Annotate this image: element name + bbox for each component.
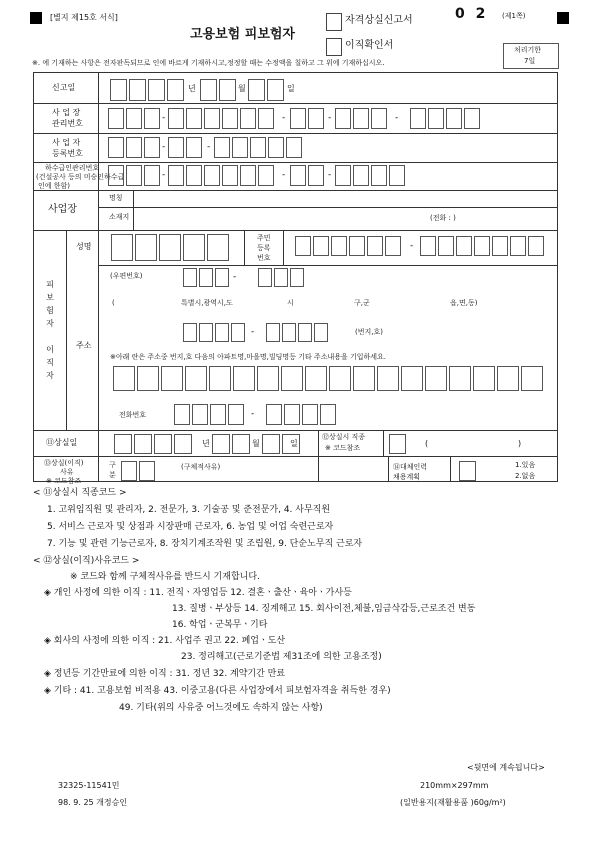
option-checkbox-1[interactable] — [326, 13, 342, 31]
rrn-input-2[interactable] — [420, 236, 544, 256]
tel-input-2[interactable] — [266, 404, 336, 425]
rrn-label-2: 등록 — [257, 244, 271, 252]
reason-code-line: 23. 정리해고(근로기준법 제31조에 의한 고용조정) — [181, 652, 382, 662]
separator: - — [328, 113, 332, 123]
job-code-line: 5. 서비스 근로자 및 상점과 시장판매 근로자, 6. 농업 및 어업 숙련근로자 — [47, 522, 334, 532]
loss-reason-label-2: 사유 — [60, 468, 74, 476]
separator: - — [410, 241, 414, 251]
separator: - — [162, 113, 166, 123]
biz-mgmt-label-2: 관리번호 — [52, 119, 83, 128]
replacement-label: ⑭대체인력 — [393, 463, 428, 471]
deadline-label: 처리기한 — [514, 46, 542, 54]
tel-label: 전화번호 — [119, 411, 147, 419]
sub-mgmt-input-1[interactable] — [108, 165, 160, 186]
biz-mgmt-input-1[interactable] — [108, 108, 160, 129]
workplace-name-label: 명칭 — [109, 194, 123, 202]
separator: - — [251, 409, 255, 419]
divider — [98, 72, 99, 482]
approval-date: 98. 9. 25 개정승인 — [58, 798, 128, 807]
divider — [244, 230, 245, 265]
separator: - — [162, 170, 166, 180]
address-bunji-input-1[interactable] — [183, 323, 245, 342]
reason-detail-label: (구체적사유) — [181, 463, 221, 471]
postcode-input-1[interactable] — [183, 268, 229, 287]
job-code-line: 1. 고위임직원 및 관리자, 2. 전문가, 3. 기술공 및 준전문가, 4. 사무직원 — [47, 505, 331, 515]
month-label: 월 — [238, 84, 246, 93]
divider — [33, 190, 558, 191]
separator: - — [282, 170, 286, 180]
loss-reason-label-3: ※ 코드참조 — [46, 477, 82, 485]
corner-mark-left — [30, 12, 42, 24]
divider — [98, 265, 558, 266]
separator: - — [207, 142, 211, 152]
workplace-address-label: 소재지 — [109, 213, 130, 221]
paren: ) — [518, 439, 522, 448]
workplace-label: 사업장 — [48, 204, 77, 215]
biz-reg-label: 사 업 자 — [52, 138, 81, 147]
rrn-label-3: 번호 — [257, 254, 271, 262]
address-note: ※아래 란은 주소중 번지,호 다음의 아파트명,마을명,빌딩명등 기타 주소내용을 기입하세요. — [110, 353, 386, 361]
divider — [33, 162, 558, 163]
instruction-note: ※. 에 기재하는 사항은 전자판독되므로 인에 바르게 기재하시고,정정할 때는 수정액을 칠하고 그 위에 기재하십시오. — [32, 59, 385, 67]
reason-code-note: ※ 코드와 함께 구체적사유를 반드시 기재합니다. — [70, 572, 260, 582]
loss-job-code-input[interactable] — [389, 434, 406, 454]
separator: - — [162, 142, 166, 152]
divider — [33, 456, 558, 457]
paren: ( — [425, 439, 429, 448]
loss-job-label-2: ※ 코드참조 — [325, 444, 361, 452]
person-name-input[interactable] — [111, 234, 229, 261]
divider — [98, 207, 558, 208]
report-year-input[interactable] — [110, 79, 184, 101]
sub-mgmt-label: 하수급인관리번호 — [45, 164, 100, 172]
option-no: 2.없음 — [515, 472, 536, 480]
report-month-input[interactable] — [200, 79, 236, 101]
reason-code-line: ◈ 기타 : 41. 고용보험 비적용 43. 이중고용(다른 사업장에서 피보험자격을 취득한 경우) — [44, 686, 391, 696]
divider — [283, 230, 284, 265]
loss-reason-code-input[interactable] — [121, 461, 155, 481]
year-label: 년 — [188, 84, 196, 93]
biz-mgmt-label: 사 업 장 — [52, 108, 81, 117]
address-label: 주소 — [76, 341, 92, 350]
divider — [33, 133, 558, 134]
divider — [133, 190, 134, 230]
reason-code-line: 49. 기타(위의 사유중 어느것에도 속하지 않는 사항) — [119, 703, 323, 713]
biz-mgmt-input-3[interactable] — [290, 108, 324, 129]
form-code: 0 2 — [455, 6, 489, 22]
day-label: 일 — [290, 439, 298, 448]
reason-code-line: ◈ 개인 사정에 의한 이직 : 11. 전직ㆍ자영업등 12. 결혼ㆍ출산ㆍ육아ㆍ가사등 — [44, 588, 352, 598]
biz-reg-input-2[interactable] — [168, 137, 202, 158]
workplace-phone: (전화 : ) — [430, 214, 456, 222]
option-checkbox-2[interactable] — [326, 38, 342, 56]
day-label: 일 — [287, 84, 295, 93]
rrn-input-1[interactable] — [295, 236, 401, 256]
separator: - — [282, 113, 286, 123]
option-label-2: 이직확인서 — [345, 40, 394, 51]
paper-spec: (일반용지(재활용품 )60g/m²) — [400, 798, 506, 807]
address-detail-input[interactable] — [113, 366, 543, 391]
divider — [450, 456, 451, 482]
deadline-value: 7일 — [524, 57, 536, 65]
address-paren: ( — [112, 299, 115, 307]
month-label: 월 — [252, 439, 260, 448]
loss-date-label: ⑪상실일 — [46, 438, 78, 447]
report-date-label: 신고일 — [52, 83, 76, 92]
biz-reg-input-1[interactable] — [108, 137, 160, 158]
job-code-line: 7. 기능 및 관련 기능근로자, 8. 장치기계조작원 및 조립원, 9. 단순노무직 근로자 — [47, 539, 363, 549]
divider — [388, 456, 389, 482]
biz-mgmt-input-2[interactable] — [168, 108, 274, 129]
reason-code-line: ◈ 회사의 사정에 의한 이직 : 21. 사업주 권고 22. 폐업ㆍ도산 — [44, 636, 286, 646]
paper-size: 210mm×297mm — [420, 781, 489, 790]
address-gu: 구,군 — [354, 299, 370, 307]
form-number: 32325-11541민 — [58, 781, 120, 790]
divider — [33, 103, 558, 104]
replacement-label-2: 채용계획 — [393, 473, 421, 481]
job-code-header: < ⑪상실시 직종코드 > — [33, 488, 127, 498]
replacement-input[interactable] — [459, 461, 476, 481]
reason-code-line: ◈ 정년등 기간만료에 의한 이직 : 31. 정년 32. 계약기간 만료 — [44, 669, 286, 679]
form-reference: [별지 제15호 서식] — [50, 13, 118, 22]
address-eup: 읍,면,동) — [450, 299, 478, 307]
sub-mgmt-input-2[interactable] — [168, 165, 274, 186]
form-title: 고용보험 피보험자 — [190, 27, 295, 42]
person-name-label: 성명 — [76, 242, 92, 251]
address-bunji-input-2[interactable] — [266, 323, 328, 342]
sub-mgmt-input-3[interactable] — [290, 165, 324, 186]
reason-code-header: < ⑫상실(이직)사유코드 > — [33, 556, 140, 566]
biz-mgmt-input-4[interactable] — [335, 108, 387, 129]
division-label: 구 — [109, 461, 116, 469]
divider — [383, 430, 384, 456]
loss-month-input[interactable] — [212, 434, 250, 454]
reason-code-line: 16. 학업ㆍ군복무ㆍ기타 — [172, 620, 268, 630]
continue-note: <뒷면에 계속됩니다> — [467, 763, 545, 772]
address-si: 시 — [287, 299, 294, 307]
rrn-label-1: 주민 — [257, 234, 271, 242]
insured-vertical-label: 피 보 험 자 이 직 자 — [46, 280, 54, 380]
separator: - — [328, 170, 332, 180]
sub-mgmt-label-2: (건설공사 등의 미승인하수급 — [36, 173, 125, 181]
year-label: 년 — [202, 439, 210, 448]
sub-mgmt-label-3: 인에 한함) — [38, 182, 71, 190]
biz-mgmt-input-5[interactable] — [410, 108, 480, 129]
address-bunji-label: (번지,호) — [355, 328, 383, 336]
corner-mark-right — [557, 12, 569, 24]
option-yes: 1.있음 — [515, 461, 536, 469]
divider — [33, 230, 558, 231]
report-day-input[interactable] — [248, 79, 284, 101]
divider — [66, 230, 67, 430]
page-copy: (제1쪽) — [502, 12, 526, 20]
separator: - — [233, 272, 237, 282]
biz-reg-label-2: 등록번호 — [52, 149, 83, 158]
division-label-2: 분 — [109, 471, 116, 479]
divider — [318, 430, 319, 482]
postcode-input-2[interactable] — [258, 268, 304, 287]
separator: - — [395, 113, 399, 123]
option-label-1: 자격상실신고서 — [345, 15, 413, 26]
loss-year-input[interactable] — [114, 434, 192, 454]
reason-code-line: 13. 질병ㆍ부상등 14. 징계해고 15. 회사이전,체불,임금삭감등,근로조건 변동 — [172, 604, 476, 614]
sub-mgmt-input-4[interactable] — [335, 165, 405, 186]
loss-job-label: ⑫상실시 직종 — [322, 433, 366, 441]
postcode-label: (우편번호) — [110, 272, 143, 280]
tel-input-1[interactable] — [174, 404, 244, 425]
biz-reg-input-3[interactable] — [214, 137, 302, 158]
address-sido: 특별시,광역시,도 — [181, 299, 233, 307]
divider — [33, 430, 558, 431]
separator: - — [251, 327, 255, 337]
loss-reason-label: ⑬상실(이직) — [44, 459, 84, 467]
